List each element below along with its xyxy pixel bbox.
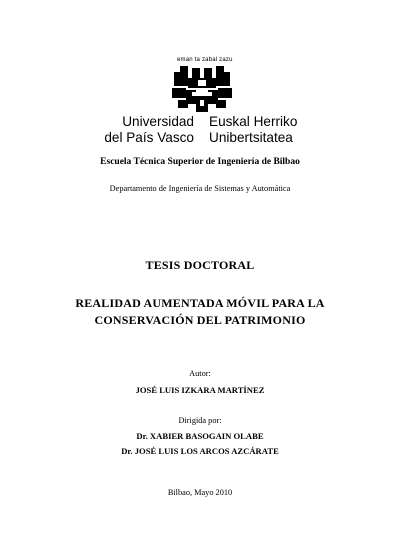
author-name: JOSÉ LUIS IZKARA MARTÍNEZ bbox=[135, 385, 265, 395]
director-1: Dr. XABIER BASOGAIN OLABE bbox=[136, 431, 264, 441]
university-name-es-line1: Universidad bbox=[122, 114, 194, 129]
logo-motto: eman ta zabal zazu bbox=[177, 57, 233, 63]
thesis-title bbox=[0, 295, 400, 329]
university-name-es-line2: del País Vasco bbox=[104, 130, 194, 145]
school-name: Escuela Técnica Superior de Ingeniería de Bilbao bbox=[100, 157, 300, 167]
thesis-title-line1: REALIDAD AUMENTADA MÓVIL PARA LA bbox=[75, 296, 325, 310]
university-emblem-icon bbox=[170, 66, 234, 112]
author-label: Autor: bbox=[189, 369, 211, 378]
university-name-basque bbox=[209, 114, 297, 146]
thesis-title-line2: CONSERVACIÓN DEL PATRIMONIO bbox=[94, 313, 306, 327]
directors-label: Dirigida por: bbox=[178, 416, 222, 425]
university-name-eu-line2: Unibertsitatea bbox=[209, 130, 293, 145]
university-name-spanish bbox=[104, 114, 194, 146]
university-name-eu-line1: Euskal Herriko bbox=[209, 114, 298, 129]
director-2: Dr. JOSÉ LUIS LOS ARCOS AZCÁRATE bbox=[121, 446, 279, 456]
department-name: Departamento de Ingeniería de Sistemas y Automática bbox=[109, 184, 291, 193]
document-type: TESIS DOCTORAL bbox=[145, 258, 255, 272]
place-date: Bilbao, Mayo 2010 bbox=[167, 488, 233, 497]
